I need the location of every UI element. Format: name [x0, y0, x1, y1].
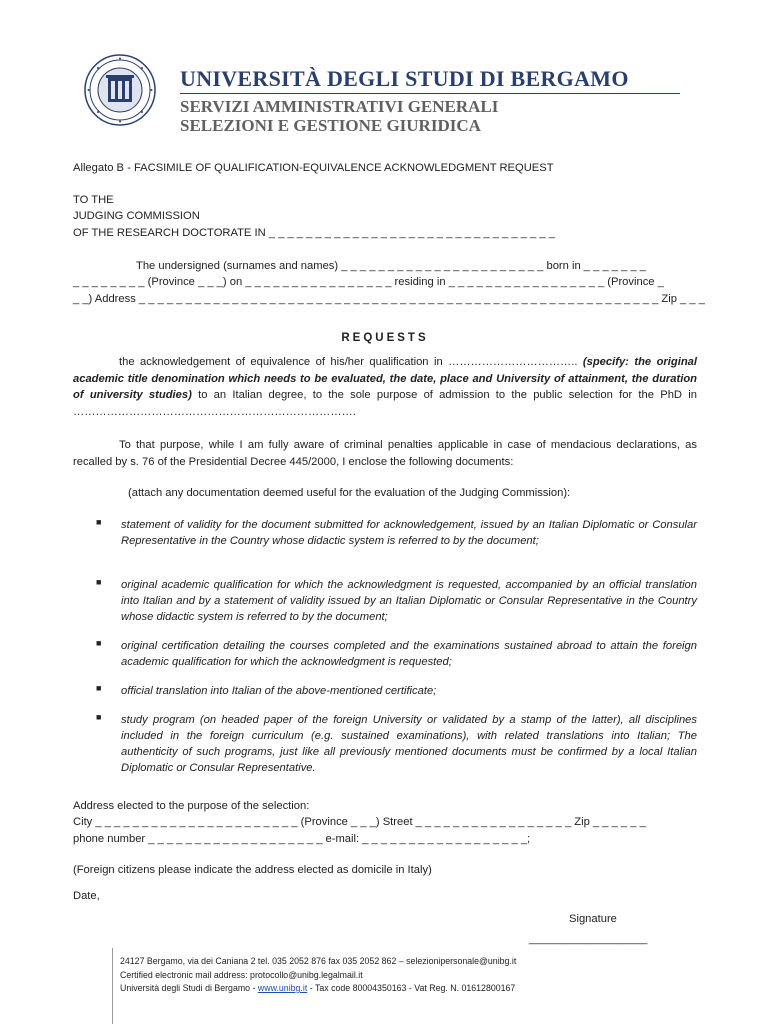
undersigned-line-1: The undersigned (surnames and names) _ _ _ _ _ _ _ _ _ _ _ _ _ _ _ _ _ _ _ _ _ _ born in _ _ _ _ _ _ _: [136, 260, 646, 272]
signature-line: ___________________: [529, 933, 648, 945]
addressee-line-2: JUDGING COMMISSION: [73, 210, 200, 222]
document-title: Allegato B - FACSIMILE OF QUALIFICATION-EQUIVALENCE ACKNOWLEDGMENT REQUEST: [73, 162, 554, 174]
attach-note: (attach any documentation deemed useful for the evaluation of the Judging Commission):: [128, 487, 571, 499]
request-text-1: the acknowledgement of equivalence of his/her qualification in ……………………………..: [119, 356, 583, 368]
date-label: Date,: [73, 890, 100, 902]
addressee-line-1: TO THE: [73, 194, 114, 206]
document-item-text: statement of validity for the document submitted for acknowledgement, issued by an Italian Diplomatic or Consular Representative in the Country whose didactic system is referred to by the document;: [121, 519, 697, 547]
requests-heading: REQUESTS: [341, 332, 429, 344]
document-item-text: official translation into Italian of the above-mentioned certificate;: [121, 685, 437, 697]
undersigned-line-2: _ _ _ _ _ _ _ _ (Province _ _ _) on _ _ _ _ _ _ _ _ _ _ _ _ _ _ _ _ residing in _ _ _ _ _ _ _ _ _ _ _ _ _ _ _ _ _ (Province _: [73, 276, 664, 288]
bullet-square-icon: ■: [96, 712, 102, 722]
city-line: City _ _ _ _ _ _ _ _ _ _ _ _ _ _ _ _ _ _ _ _ _ _ (Province _ _ _) Street _ _ _ _ _ _ _ _ _ _ _ _ _ _ _ _ _ Zip _ _ _ _ _ _: [73, 816, 646, 828]
footer-pec: Certified electronic mail address: protocollo@unibg.legalmail.it: [120, 970, 363, 980]
footer-university-info: [120, 983, 515, 993]
office-line-2: SELEZIONI E GESTIONE GIURIDICA: [180, 116, 481, 135]
bullet-square-icon: ■: [96, 517, 102, 527]
document-item-text: original academic qualification for which the acknowledgment is requested, accompanied by an official translation into Italian and by a statement of validity issued by an Italian Diplomatic or Consular Representative in the Country whose didactic system is referred to by the document;: [121, 579, 697, 623]
university-name: UNIVERSITÀ DEGLI STUDI DI BERGAMO: [180, 66, 629, 91]
document-item-text: original certification detailing the courses completed and the examinations sustained abroad to attain the foreign academic qualification for which the acknowledgment is requested;: [121, 640, 697, 668]
request-specify-note: (specify: the original academic title denomination which needs to be evaluated, the date, place and University of attainment, the duration of university studies): [73, 356, 697, 402]
footer-rule: [112, 948, 113, 1024]
document-item-text: study program (on headed paper of the foreign University or validated by a stamp of the latter), all disciplines included in the foreign curriculum (e.g. sustained examinations), with related translations into Italian; The authenticity of such programs, just like all previously mentioned documents must be confirmed by a local Italian Diplomatic or Consular Representative.: [121, 714, 697, 774]
footer-university-name: Università degli Studi di Bergamo -: [120, 983, 258, 993]
phone-email-line: phone number _ _ _ _ _ _ _ _ _ _ _ _ _ _ _ _ _ _ _ e-mail: _ _ _ _ _ _ _ _ _ _ _ _ _ _ _ _ _ _;: [73, 833, 531, 845]
request-text-2: to an Italian degree, to the sole purpose of admission to the public selection for the PhD in ………………………………………………………………….: [73, 389, 697, 418]
office-line-1: SERVIZI AMMINISTRATIVI GENERALI: [180, 97, 499, 116]
bullet-square-icon: ■: [96, 638, 102, 648]
request-paragraph: [73, 354, 697, 420]
university-seal-logo: [84, 54, 156, 126]
footer-address: 24127 Bergamo, via dei Caniana 2 tel. 035 2052 876 fax 035 2052 862 – selezionipersonale@unibg.it: [120, 956, 517, 966]
purpose-paragraph: To that purpose, while I am fully aware of criminal penalties applicable in case of mendacious declarations, as recalled by s. 76 of the Presidential Decree 445/2000, I enclose the following documents:: [73, 439, 697, 468]
signature-label: Signature: [569, 913, 617, 925]
bullet-square-icon: ■: [96, 683, 102, 693]
address-label: Address elected to the purpose of the selection:: [73, 800, 310, 812]
undersigned-line-3: _ _) Address _ _ _ _ _ _ _ _ _ _ _ _ _ _ _ _ _ _ _ _ _ _ _ _ _ _ _ _ _ _ _ _ _ _ _ _ _ _ _ _ _ _ _ _ _ _ _ _ _ _ _ _ _ _ _ _ Zip _ _ _: [73, 293, 705, 305]
addressee-line-3: OF THE RESEARCH DOCTORATE IN _ _ _ _ _ _ _ _ _ _ _ _ _ _ _ _ _ _ _ _ _ _ _ _ _ _ _ _ _ _ _: [73, 227, 555, 239]
footer-tax-info: - Tax code 80004350163 - Vat Reg. N. 01612800167: [307, 983, 516, 993]
website-link[interactable]: www.unibg.it: [257, 983, 308, 993]
bullet-square-icon: ■: [96, 577, 102, 587]
header-rule: [180, 93, 680, 94]
foreign-citizens-note: (Foreign citizens please indicate the address elected as domicile in Italy): [73, 864, 432, 876]
